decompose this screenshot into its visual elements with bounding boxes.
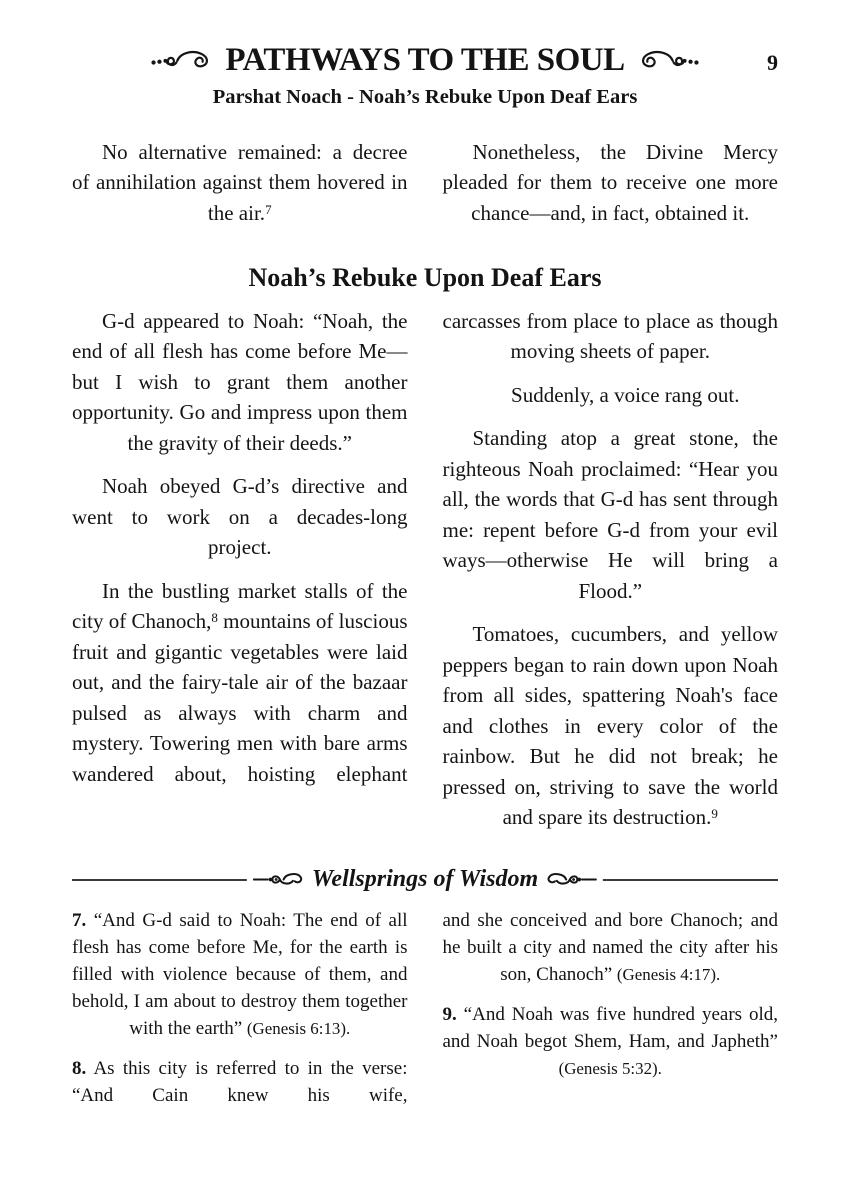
- divider-title: Wellsprings of Wisdom: [311, 866, 539, 893]
- paragraph: Standing atop a great stone, the righteous Noah proclaimed: “Hear you all, the words that G-d has sent through me: repent before G-d from your evil ways—otherwise He will bring a Flood.”: [442, 426, 778, 603]
- title-row: [72, 42, 778, 78]
- intro-section: [72, 137, 778, 242]
- footnotes-divider: [72, 863, 778, 897]
- footnotes-left-column: [72, 907, 408, 1122]
- body-left-column: [72, 306, 408, 846]
- page-header: [72, 42, 778, 110]
- paragraph: G-d appeared to Noah: “Noah, the end of all flesh has come before Me—but I wish to grant them another opportunity. Go and impress upon them the gravity of their deeds.”: [72, 308, 408, 455]
- intro-left-column: [72, 137, 408, 242]
- header-flourish-right-icon: [633, 49, 699, 71]
- footnote: 9. “And Noah was five hundred years old, and Noah begot Shem, Ham, and Japheth” (Genesis 5:32).: [442, 1003, 778, 1078]
- footnotes-section: [72, 907, 778, 1122]
- paragraph: carcasses from place to place as though moving sheets of paper.: [442, 308, 778, 364]
- divider-flourish-left-icon: [253, 872, 307, 887]
- body-right-column: [443, 306, 779, 846]
- footnotes-right-column: [443, 907, 779, 1122]
- chapter-subtitle: Parshat Noach - Noah’s Rebuke Upon Deaf Ears: [212, 86, 638, 109]
- paragraph: In the bustling market stalls of the city of Chanoch,$^8$ mountains of luscious fruit and gigantic vegetables were laid out, and the fairy-tale air of the bazaar pulsed as always with charm and mystery. Towering men with bare arms wandered about, hoisting elephant: [72, 578, 408, 786]
- intro-right-column: [443, 137, 779, 242]
- header-flourish-left-icon: [151, 49, 217, 71]
- page-number: 9: [767, 50, 778, 75]
- body-section: [72, 306, 778, 846]
- divider-flourish-right-icon: [543, 872, 597, 887]
- section-heading: Noah’s Rebuke Upon Deaf Ears: [248, 263, 602, 293]
- footnote: 8. As this city is referred to in the verse: “And Cain knew his wife,: [72, 1057, 408, 1106]
- paragraph: Nonetheless, the Divine Mercy pleaded for them to receive one more chance—and, in fact, obtained it.: [442, 139, 778, 225]
- paragraph: Noah obeyed G-d’s directive and went to work on a decades-long project.: [72, 474, 408, 560]
- footnote: 7. “And G-d said to Noah: The end of all flesh has come before Me, for the earth is filled with violence because of them, and behold, I am about to destroy them together with the earth” (Genesis 6:13).: [72, 909, 408, 1039]
- paragraph: Tomatoes, cucumbers, and yellow peppers began to rain down upon Noah from all sides, spattering Noah's face and clothes in every color of the rainbow. But he did not break; he pressed on, striving to save the world and spare its destruction.$^9$: [442, 622, 778, 830]
- paragraph: No alternative remained: a decree of annihilation against them hovered in the air.$^7$: [72, 139, 408, 225]
- footnote: and she conceived and bore Chanoch; and he built a city and named the city after his son, Chanoch” (Genesis 4:17).: [442, 909, 778, 985]
- divider-label: [247, 863, 603, 897]
- paragraph: Suddenly, a voice rang out.: [511, 382, 740, 407]
- page-title: PATHWAYS TO THE SOUL: [225, 42, 625, 78]
